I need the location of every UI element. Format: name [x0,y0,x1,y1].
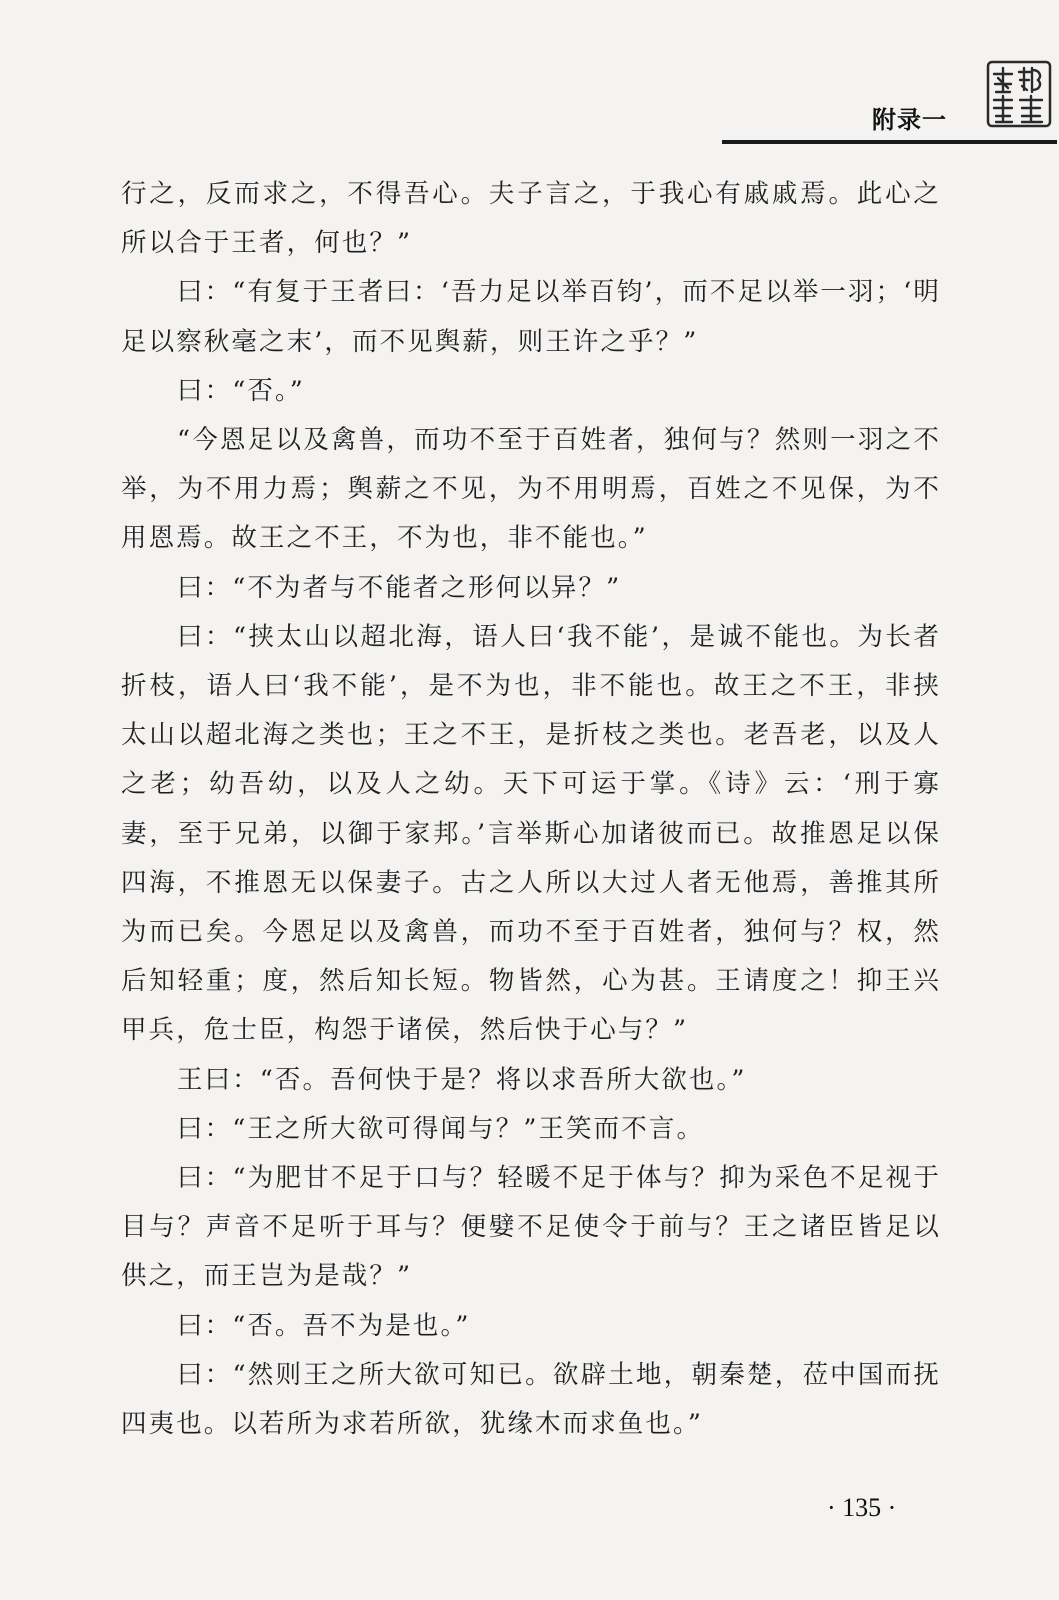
page-header [0,0,1059,160]
paragraph-9: 曰：“为肥甘不足于口与？轻暖不足于体与？抑为采色不足视于目与？声音不足听于耳与？便嬖不足使令于前与？王之诸臣皆足以供之，而王岂为是哉？” [121,1163,941,1292]
paragraph-6: 曰：“挟太山以超北海，语人曰‘我不能’，是诚不能也。为长者折枝，语人曰‘我不能’，是不为也，非不能也。故王之不王，非挟太山以超北海之类也；王之不王，是折枝之类也。老吾老，以及人之老；幼吾幼，以及人之幼。天下可运于掌。《诗》云：‘刑于寡妻，至于兄弟，以御于家邦。’言举斯心加诸彼而已。故推恩足以保四海，不推恩无以保妻子。古之人所以大过人者无他焉，善推其所为而已矣。今恩足以及禽兽，而功不至于百姓者，独何与？权，然后知轻重；度，然后知长短。物皆然，心为甚。王请度之！抑王兴甲兵，危士臣，构怨于诸侯，然后快于心与？” [121,621,941,1046]
paragraph-3: 曰：“否。” [177,375,305,406]
header-rule [722,140,1057,144]
section-label: 附录一 [872,106,947,134]
paragraph-1: 行之，反而求之，不得吾心。夫子言之，于我心有戚戚焉。此心之所以合于王者，何也？” [121,179,941,259]
paragraph-7: 王曰：“否。吾何快于是？将以求吾所大欲也。” [177,1064,747,1095]
seal-logo [986,60,1052,128]
page-number: · 135 · [827,1493,897,1522]
body-text [121,170,941,1449]
paragraph-2: 曰：“有复于王者曰：‘吾力足以举百钧’，而不足以举一羽；‘明足以察秋毫之末’，而不见舆薪，则王许之乎？” [121,277,941,357]
paragraph-11: 曰：“然则王之所大欲可知已。欲辟土地，朝秦楚，莅中国而抚四夷也。以若所为求若所欲，犹缘木而求鱼也。” [121,1359,941,1440]
paragraph-4: “今恩足以及禽兽，而功不至于百姓者，独何与？然则一羽之不举，为不用力焉；舆薪之不见，为不用明焉，百姓之不见保，为不用恩焉。故王之不王，不为也，非不能也。” [121,425,941,554]
paragraph-5: 曰：“不为者与不能者之形何以异？” [177,572,622,603]
paragraph-10: 曰：“否。吾不为是也。” [177,1310,471,1341]
paragraph-8: 曰：“王之所大欲可得闻与？”王笑而不言。 [177,1113,705,1144]
